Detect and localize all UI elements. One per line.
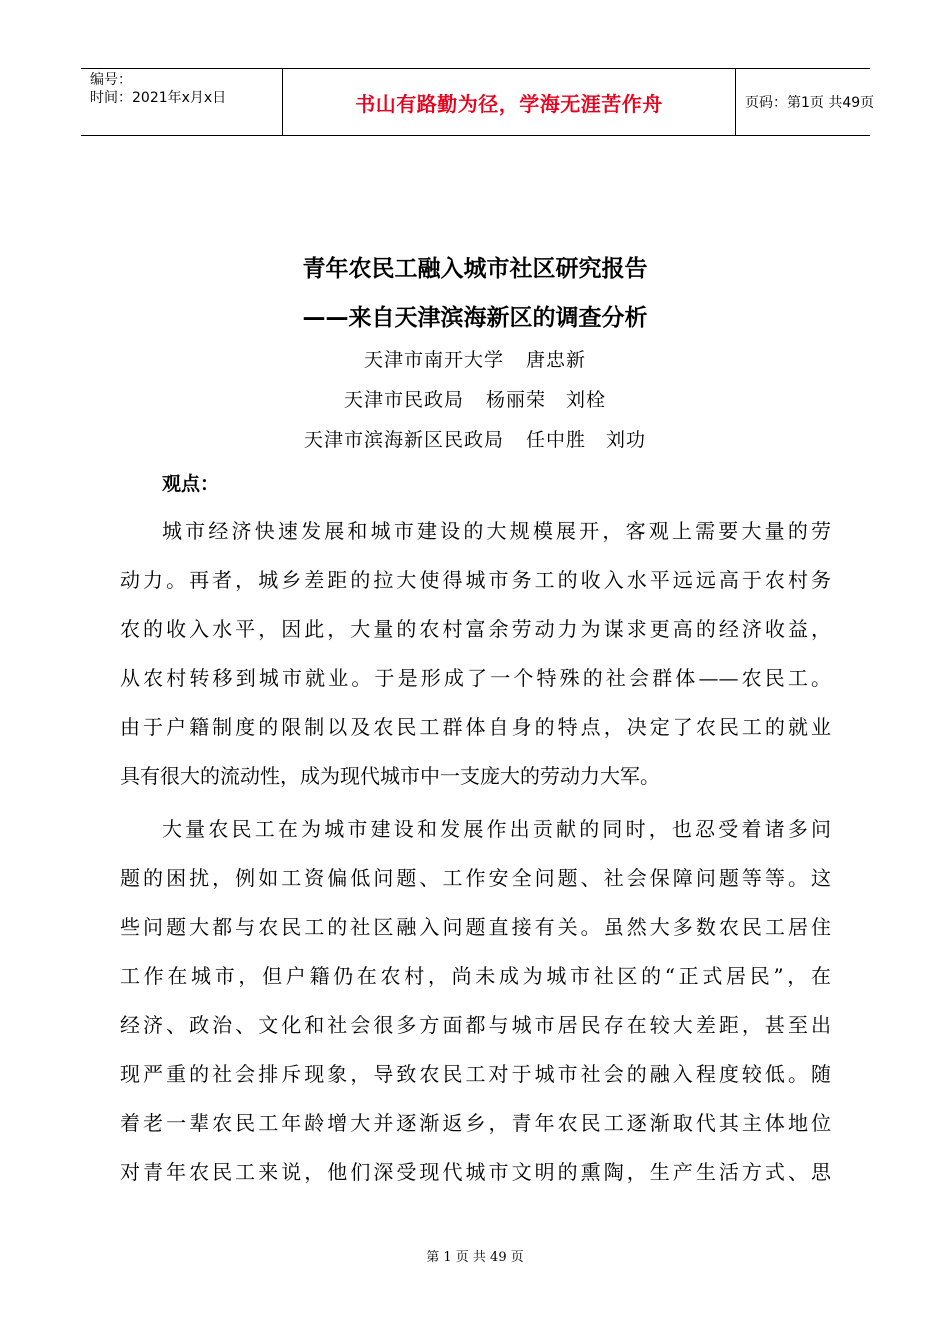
body-line: 具有很大的流动性，成为现代城市中一支庞大的劳动力大军。: [120, 764, 660, 788]
document-header: [81, 68, 875, 136]
author-line: [0, 385, 950, 412]
document-title: 青年农民工融入城市社区研究报告: [302, 256, 648, 282]
body-line: 从农村转移到城市就业。于是形成了一个特殊的社会群体——农民工。: [120, 666, 831, 690]
author-org: 天津市滨海新区民政局: [303, 429, 504, 451]
body-line: 对青年农民工来说，他们深受现代城市文明的熏陶，生产生活方式、思: [120, 1160, 831, 1184]
header-page-cell: [736, 69, 875, 135]
header-motto-cell: [282, 69, 736, 135]
body-line: 工作在城市，但户籍仍在农村，尚未成为城市社区的“正式居民”，在: [120, 964, 831, 988]
body-line: 现严重的社会排斥现象，导致农民工对于城市社会的融入程度较低。随: [120, 1062, 831, 1086]
body-line: 农的收入水平，因此，大量的农村富余劳动力为谋求更高的经济收益，: [120, 617, 831, 641]
body-line: 着老一辈农民工年龄增大并逐渐返乡，青年农民工逐渐取代其主体地位: [120, 1111, 831, 1135]
body-line: 动力。再者，城乡差距的拉大使得城市务工的收入水平远远高于农村务: [120, 568, 831, 592]
author-names: 唐忠新: [526, 349, 587, 371]
author-line: [0, 425, 950, 452]
body-line: 由于户籍制度的限制以及农民工群体自身的特点，决定了农民工的就业: [120, 715, 831, 739]
author-org: 天津市民政局: [343, 389, 464, 411]
author-names: 杨丽荣 刘栓: [486, 389, 607, 411]
body-line: 题的困扰，例如工资偏低问题、工作安全问题、社会保障问题等等。这: [120, 866, 831, 890]
body-line: 经济、政治、文化和社会很多方面都与城市居民存在较大差距，甚至出: [120, 1013, 831, 1037]
document-subtitle: ——来自天津滨海新区的调查分析: [302, 305, 648, 331]
author-org: 天津市南开大学: [363, 349, 504, 371]
header-meta-cell: [81, 69, 282, 135]
document-number-label: 编号：: [90, 72, 132, 88]
author-line: [0, 345, 950, 372]
header-page-info: 页码：第1页 共49页: [745, 95, 875, 111]
page-footer: 第 1 页 共 49 页: [426, 1250, 524, 1265]
header-motto: 书山有路勤为径，学海无涯苦作舟: [355, 91, 663, 116]
section-label: 观点：: [162, 473, 220, 495]
body-line: 大量农民工在为城市建设和发展作出贡献的同时，也忍受着诸多问: [162, 817, 831, 841]
body-line: 些问题大都与农民工的社区融入问题直接有关。虽然大多数农民工居住: [120, 915, 831, 939]
author-names: 任中胜 刘功: [526, 429, 647, 451]
document-time-label: 时间：2021年x月x日: [90, 90, 227, 106]
body-line: 城市经济快速发展和城市建设的大规模展开，客观上需要大量的劳: [162, 519, 831, 543]
